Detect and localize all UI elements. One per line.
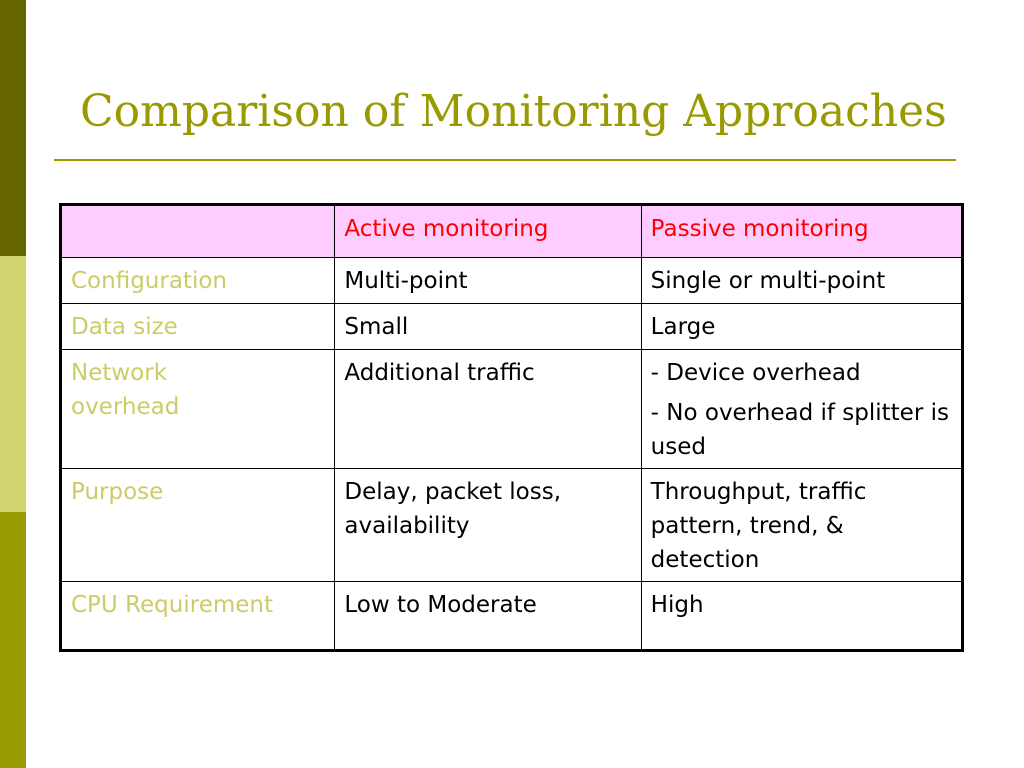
header-cell-passive: Passive monitoring: [641, 205, 962, 258]
row-label: Purpose: [61, 469, 335, 582]
passive-text: - Device overhead: [650, 360, 861, 386]
row-label: Network overhead: [61, 350, 335, 469]
header-cell-empty: [61, 205, 335, 258]
active-cell: Low to Moderate: [335, 582, 641, 651]
active-cell: Small: [335, 304, 641, 350]
row-label: CPU Requirement: [61, 582, 335, 651]
passive-cell: [641, 304, 962, 350]
table-row: [61, 258, 963, 304]
row-label: Configuration: [61, 258, 335, 304]
decor-bar-bottom: [0, 512, 26, 768]
row-label: Data size: [61, 304, 335, 350]
active-cell: Multi-point: [335, 258, 641, 304]
comparison-table: [59, 203, 964, 652]
header-cell-active: Active monitoring: [335, 205, 641, 258]
passive-cell: [641, 582, 962, 651]
slide-title: Comparison of Monitoring Approaches: [80, 86, 947, 137]
passive-text: Throughput, traffic pattern, trend, & detection: [650, 479, 867, 573]
table-row: [61, 350, 963, 469]
passive-text: High: [650, 592, 704, 618]
table-row: [61, 304, 963, 350]
table-header-row: [61, 205, 963, 258]
decor-bar-middle: [0, 256, 26, 512]
active-cell: Additional traffic: [335, 350, 641, 469]
passive-cell: [641, 258, 962, 304]
decor-bar-top: [0, 0, 26, 256]
title-underline: [54, 159, 956, 161]
passive-text: - No overhead if splitter is used: [650, 400, 949, 460]
passive-text: Single or multi-point: [650, 268, 886, 294]
passive-cell: [641, 350, 962, 469]
table-row: [61, 469, 963, 582]
active-cell: Delay, packet loss, availability: [335, 469, 641, 582]
passive-text: Large: [650, 314, 716, 340]
table-row: [61, 582, 963, 651]
passive-cell: [641, 469, 962, 582]
